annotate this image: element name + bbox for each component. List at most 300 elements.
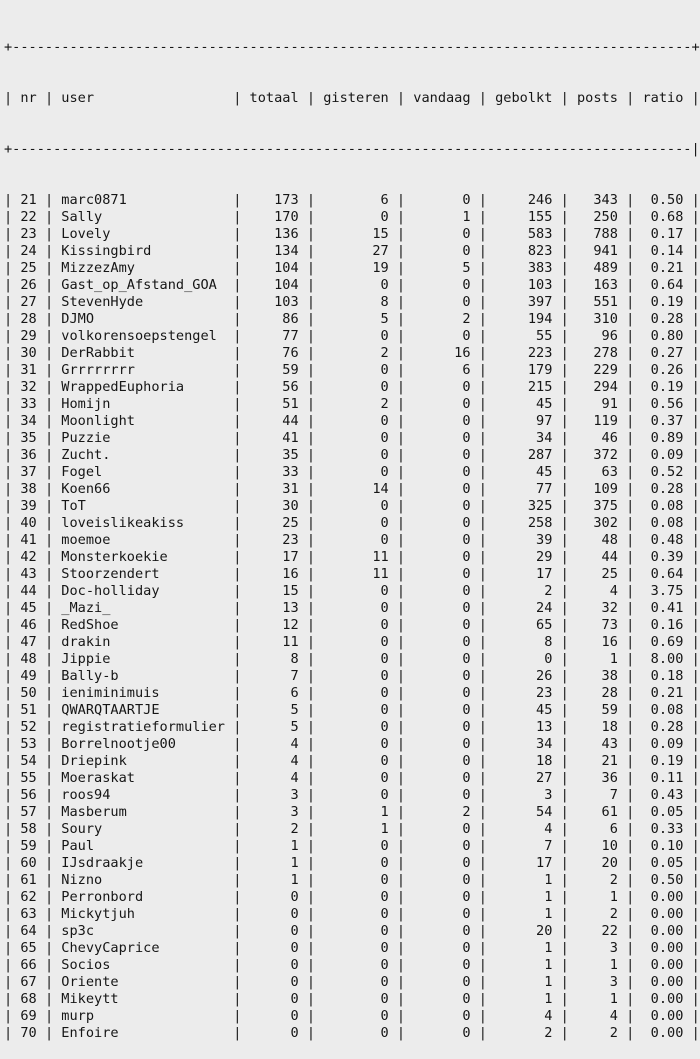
cell-nr: 45 [12, 600, 45, 616]
cell-user: Bally-b [53, 668, 234, 684]
column-separator: | [306, 855, 316, 871]
cell-gebolkt: 77 [486, 481, 561, 497]
column-separator: | [233, 804, 242, 820]
cell-user: Enfoire [53, 1025, 234, 1041]
column-separator: | [233, 617, 242, 633]
cell-gisteren: 0 [315, 702, 397, 718]
column-separator: | [44, 957, 54, 973]
column-separator: | [306, 957, 316, 973]
column-separator: | [4, 566, 13, 582]
cell-totaal: 11 [241, 634, 307, 650]
column-separator: | [626, 481, 635, 497]
cell-nr: 46 [12, 617, 45, 633]
cell-vandaag: 0 [405, 481, 479, 497]
cell-vandaag: 0 [405, 736, 479, 752]
cell-user: Paul [53, 838, 234, 854]
column-separator: | [44, 226, 54, 242]
cell-gebolkt: 1 [486, 974, 561, 990]
cell-gebolkt: 45 [486, 396, 561, 412]
column-separator: | [44, 668, 54, 684]
cell-ratio: 0.48 [634, 532, 692, 548]
column-separator: | [478, 1025, 487, 1041]
cell-nr: 32 [12, 379, 45, 395]
column-separator: | [478, 872, 487, 888]
column-separator: | [560, 1008, 569, 1024]
column-separator: | [560, 328, 569, 344]
cell-posts: 302 [568, 515, 627, 531]
cell-vandaag: 0 [405, 515, 479, 531]
column-separator: | [478, 430, 487, 446]
cell-posts: 163 [568, 277, 627, 293]
column-separator: | [306, 277, 316, 293]
column-separator: | [478, 549, 487, 565]
cell-ratio: 0.11 [634, 770, 692, 786]
column-separator: | [478, 464, 487, 480]
column-separator: | [396, 362, 406, 378]
column-separator: | [44, 617, 54, 633]
cell-nr: 35 [12, 430, 45, 446]
cell-ratio: 0.00 [634, 889, 692, 905]
cell-user: marc0871 [53, 192, 234, 208]
column-separator: | [478, 532, 487, 548]
cell-posts: 10 [568, 838, 627, 854]
column-separator: | [396, 770, 406, 786]
column-separator: | [44, 906, 54, 922]
cell-ratio: 0.19 [634, 294, 692, 310]
cell-ratio: 0.08 [634, 702, 692, 718]
column-separator: | [44, 872, 54, 888]
column-separator: | [560, 753, 569, 769]
cell-user: Grrrrrrrr [53, 362, 234, 378]
table-row [4, 464, 700, 481]
cell-gebolkt: 4 [486, 1008, 561, 1024]
column-separator: | [626, 396, 635, 412]
column-header-posts: posts [568, 90, 627, 106]
column-separator: | [4, 1008, 13, 1024]
column-separator: | [478, 940, 487, 956]
cell-ratio: 0.14 [634, 243, 692, 259]
cell-gebolkt: 2 [486, 1025, 561, 1041]
column-separator: | [560, 515, 569, 531]
column-separator: | [691, 226, 700, 242]
column-separator: | [478, 702, 487, 718]
column-separator: | [626, 362, 635, 378]
column-separator: | [44, 940, 54, 956]
cell-gisteren: 6 [315, 192, 397, 208]
column-separator: | [233, 889, 242, 905]
cell-ratio: 0.00 [634, 1008, 692, 1024]
cell-user: Soury [53, 821, 234, 837]
cell-gebolkt: 223 [486, 345, 561, 361]
cell-posts: 109 [568, 481, 627, 497]
table-row [4, 311, 700, 328]
column-separator: | [44, 532, 54, 548]
cell-posts: 63 [568, 464, 627, 480]
cell-posts: 310 [568, 311, 627, 327]
cell-user: Borrelnootje00 [53, 736, 234, 752]
cell-posts: 343 [568, 192, 627, 208]
column-separator: | [478, 498, 487, 514]
column-separator: | [396, 651, 406, 667]
cell-user: DJMO [53, 311, 234, 327]
cell-posts: 375 [568, 498, 627, 514]
column-separator: | [4, 243, 13, 259]
column-separator: | [44, 243, 54, 259]
column-separator: | [478, 923, 487, 939]
column-separator: | [626, 702, 635, 718]
cell-ratio: 0.28 [634, 719, 692, 735]
column-separator: | [626, 345, 635, 361]
column-separator: | [560, 974, 569, 990]
cell-user: StevenHyde [53, 294, 234, 310]
cell-nr: 23 [12, 226, 45, 242]
cell-nr: 27 [12, 294, 45, 310]
cell-ratio: 0.27 [634, 345, 692, 361]
table-row [4, 804, 700, 821]
column-separator: | [4, 1025, 13, 1041]
cell-ratio: 0.50 [634, 872, 692, 888]
cell-gebolkt: 1 [486, 940, 561, 956]
cell-totaal: 30 [241, 498, 307, 514]
column-separator: | [691, 719, 700, 735]
cell-totaal: 0 [241, 974, 307, 990]
column-separator: | [691, 243, 700, 259]
cell-ratio: 0.28 [634, 481, 692, 497]
table-row [4, 770, 700, 787]
column-separator: | [560, 855, 569, 871]
column-separator: | [691, 770, 700, 786]
column-separator: | [626, 923, 635, 939]
cell-posts: 6 [568, 821, 627, 837]
cell-posts: 2 [568, 906, 627, 922]
column-separator: | [233, 260, 242, 276]
table-header-separator: +-----------------------------------------------------------------------------------| [4, 141, 700, 157]
cell-user: Moeraskat [53, 770, 234, 786]
cell-gisteren: 0 [315, 838, 397, 854]
cell-user: Doc-holliday [53, 583, 234, 599]
cell-gisteren: 1 [315, 804, 397, 820]
cell-vandaag: 0 [405, 277, 479, 293]
cell-nr: 30 [12, 345, 45, 361]
cell-vandaag: 0 [405, 1025, 479, 1041]
cell-totaal: 1 [241, 872, 307, 888]
column-separator: | [233, 498, 242, 514]
column-separator: | [4, 532, 13, 548]
column-separator: | [396, 702, 406, 718]
column-separator: | [691, 889, 700, 905]
column-separator: | [233, 668, 242, 684]
column-separator: | [691, 753, 700, 769]
cell-user: sp3c [53, 923, 234, 939]
column-separator: | [396, 804, 406, 820]
cell-user: ChevyCaprice [53, 940, 234, 956]
cell-nr: 64 [12, 923, 45, 939]
column-separator: | [626, 209, 635, 225]
column-separator: | [306, 90, 316, 106]
column-separator: | [306, 906, 316, 922]
cell-gisteren: 0 [315, 379, 397, 395]
cell-totaal: 6 [241, 685, 307, 701]
cell-gisteren: 14 [315, 481, 397, 497]
column-separator: | [306, 209, 316, 225]
column-separator: | [560, 736, 569, 752]
column-separator: | [396, 753, 406, 769]
cell-totaal: 134 [241, 243, 307, 259]
column-separator: | [396, 328, 406, 344]
column-separator: | [626, 651, 635, 667]
column-header-nr: nr [12, 90, 45, 106]
cell-gebolkt: 24 [486, 600, 561, 616]
cell-posts: 20 [568, 855, 627, 871]
column-separator: | [626, 515, 635, 531]
column-separator: | [233, 1008, 242, 1024]
column-separator: | [44, 413, 54, 429]
column-separator: | [306, 685, 316, 701]
column-separator: | [626, 889, 635, 905]
cell-posts: 36 [568, 770, 627, 786]
cell-nr: 48 [12, 651, 45, 667]
cell-gisteren: 0 [315, 447, 397, 463]
column-separator: | [626, 940, 635, 956]
cell-posts: 1 [568, 991, 627, 1007]
cell-nr: 69 [12, 1008, 45, 1024]
cell-posts: 38 [568, 668, 627, 684]
cell-gebolkt: 45 [486, 702, 561, 718]
column-separator: | [233, 991, 242, 1007]
column-separator: | [626, 311, 635, 327]
cell-ratio: 0.41 [634, 600, 692, 616]
cell-vandaag: 0 [405, 328, 479, 344]
cell-nr: 39 [12, 498, 45, 514]
column-separator: | [306, 396, 316, 412]
cell-vandaag: 0 [405, 668, 479, 684]
column-separator: | [691, 294, 700, 310]
cell-gebolkt: 54 [486, 804, 561, 820]
column-separator: | [626, 906, 635, 922]
column-separator: | [626, 804, 635, 820]
column-separator: | [44, 311, 54, 327]
cell-totaal: 25 [241, 515, 307, 531]
cell-user: Koen66 [53, 481, 234, 497]
column-separator: | [233, 464, 242, 480]
column-separator: | [560, 1025, 569, 1041]
cell-nr: 26 [12, 277, 45, 293]
column-separator: | [626, 770, 635, 786]
cell-posts: 3 [568, 940, 627, 956]
column-separator: | [306, 787, 316, 803]
cell-vandaag: 0 [405, 906, 479, 922]
cell-vandaag: 0 [405, 464, 479, 480]
cell-user: registratieformulier [53, 719, 234, 735]
column-separator: | [691, 362, 700, 378]
cell-gebolkt: 1 [486, 889, 561, 905]
cell-totaal: 8 [241, 651, 307, 667]
column-separator: | [626, 787, 635, 803]
column-separator: | [560, 872, 569, 888]
column-separator: | [691, 923, 700, 939]
column-separator: | [396, 243, 406, 259]
cell-gebolkt: 179 [486, 362, 561, 378]
cell-totaal: 1 [241, 838, 307, 854]
cell-totaal: 4 [241, 753, 307, 769]
column-separator: | [233, 736, 242, 752]
cell-totaal: 13 [241, 600, 307, 616]
cell-gisteren: 0 [315, 209, 397, 225]
column-separator: | [478, 243, 487, 259]
cell-nr: 55 [12, 770, 45, 786]
cell-user: drakin [53, 634, 234, 650]
column-separator: | [691, 396, 700, 412]
column-separator: | [691, 702, 700, 718]
column-separator: | [560, 906, 569, 922]
cell-nr: 68 [12, 991, 45, 1007]
column-separator: | [4, 481, 13, 497]
cell-posts: 788 [568, 226, 627, 242]
column-separator: | [396, 498, 406, 514]
column-separator: | [691, 311, 700, 327]
cell-gebolkt: 383 [486, 260, 561, 276]
cell-totaal: 59 [241, 362, 307, 378]
cell-gisteren: 0 [315, 736, 397, 752]
cell-gisteren: 0 [315, 889, 397, 905]
column-separator: | [691, 634, 700, 650]
column-separator: | [691, 549, 700, 565]
column-separator: | [4, 889, 13, 905]
column-separator: | [4, 192, 13, 208]
cell-totaal: 104 [241, 277, 307, 293]
cell-gisteren: 0 [315, 1008, 397, 1024]
column-separator: | [4, 396, 13, 412]
column-separator: | [478, 447, 487, 463]
column-separator: | [4, 447, 13, 463]
cell-nr: 34 [12, 413, 45, 429]
column-separator: | [626, 991, 635, 1007]
cell-posts: 46 [568, 430, 627, 446]
column-separator: | [560, 770, 569, 786]
cell-gisteren: 0 [315, 583, 397, 599]
cell-totaal: 103 [241, 294, 307, 310]
cell-gebolkt: 34 [486, 430, 561, 446]
table-row [4, 940, 700, 957]
cell-vandaag: 0 [405, 651, 479, 667]
column-separator: | [233, 294, 242, 310]
cell-ratio: 0.37 [634, 413, 692, 429]
column-separator: | [233, 1025, 242, 1041]
column-separator: | [560, 90, 569, 106]
cell-totaal: 3 [241, 804, 307, 820]
column-separator: | [4, 957, 13, 973]
column-separator: | [626, 753, 635, 769]
column-separator: | [691, 515, 700, 531]
cell-user: Fogel [53, 464, 234, 480]
column-separator: | [478, 328, 487, 344]
column-separator: | [396, 872, 406, 888]
column-separator: | [478, 651, 487, 667]
cell-totaal: 0 [241, 957, 307, 973]
cell-gisteren: 11 [315, 566, 397, 582]
column-separator: | [396, 1025, 406, 1041]
cell-totaal: 76 [241, 345, 307, 361]
column-separator: | [306, 583, 316, 599]
cell-totaal: 5 [241, 702, 307, 718]
table-row [4, 243, 700, 260]
cell-nr: 51 [12, 702, 45, 718]
column-separator: | [44, 804, 54, 820]
column-separator: | [396, 226, 406, 242]
column-separator: | [44, 974, 54, 990]
column-separator: | [691, 209, 700, 225]
column-separator: | [396, 464, 406, 480]
column-separator: | [306, 770, 316, 786]
column-separator: | [478, 906, 487, 922]
table-row [4, 719, 700, 736]
column-separator: | [4, 804, 13, 820]
table-row [4, 838, 700, 855]
column-separator: | [306, 753, 316, 769]
column-separator: | [233, 651, 242, 667]
cell-totaal: 0 [241, 940, 307, 956]
column-separator: | [4, 855, 13, 871]
table-row [4, 379, 700, 396]
column-separator: | [233, 192, 242, 208]
column-separator: | [306, 532, 316, 548]
cell-user: RedShoe [53, 617, 234, 633]
column-separator: | [396, 294, 406, 310]
cell-vandaag: 2 [405, 804, 479, 820]
column-separator: | [691, 413, 700, 429]
cell-nr: 41 [12, 532, 45, 548]
cell-ratio: 0.64 [634, 277, 692, 293]
column-separator: | [560, 702, 569, 718]
column-separator: | [44, 481, 54, 497]
table-row [4, 702, 700, 719]
cell-ratio: 0.00 [634, 991, 692, 1007]
column-separator: | [44, 787, 54, 803]
column-separator: | [396, 396, 406, 412]
column-separator: | [306, 379, 316, 395]
column-separator: | [396, 413, 406, 429]
cell-gebolkt: 3 [486, 787, 561, 803]
column-separator: | [691, 90, 700, 106]
cell-posts: 18 [568, 719, 627, 735]
cell-gisteren: 0 [315, 974, 397, 990]
table-row [4, 192, 700, 209]
cell-ratio: 0.09 [634, 447, 692, 463]
cell-ratio: 0.17 [634, 226, 692, 242]
cell-gebolkt: 155 [486, 209, 561, 225]
cell-nr: 53 [12, 736, 45, 752]
cell-posts: 941 [568, 243, 627, 259]
column-separator: | [233, 328, 242, 344]
column-separator: | [44, 362, 54, 378]
table-row [4, 685, 700, 702]
column-separator: | [233, 396, 242, 412]
cell-ratio: 0.19 [634, 753, 692, 769]
cell-user: loveislikeakiss [53, 515, 234, 531]
cell-vandaag: 0 [405, 566, 479, 582]
cell-user: Kissingbird [53, 243, 234, 259]
cell-vandaag: 2 [405, 311, 479, 327]
column-separator: | [626, 668, 635, 684]
column-separator: | [4, 362, 13, 378]
cell-nr: 59 [12, 838, 45, 854]
column-separator: | [691, 957, 700, 973]
column-separator: | [560, 787, 569, 803]
table-row [4, 1008, 700, 1025]
column-separator: | [233, 702, 242, 718]
cell-totaal: 1 [241, 855, 307, 871]
cell-posts: 43 [568, 736, 627, 752]
